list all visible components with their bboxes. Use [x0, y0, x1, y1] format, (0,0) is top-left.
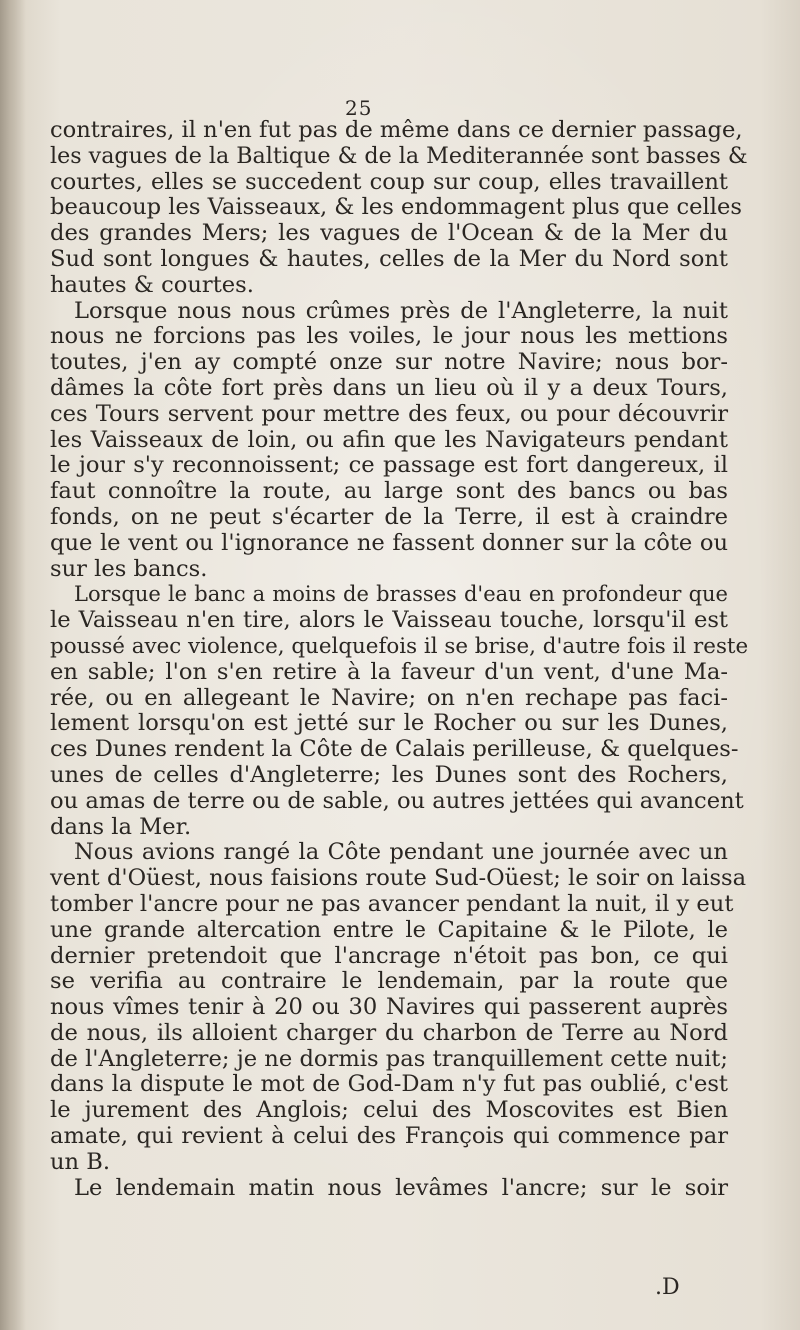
catchword: .D	[655, 1275, 680, 1300]
text-line: que le vent ou l'ignorance ne fassent donner sur la côte ou	[50, 529, 728, 556]
text-line: des grandes Mers; les vagues de l'Ocean & de la Mer du	[50, 220, 728, 247]
text-line: les Vaisseaux de loin, ou afin que les Navigateurs pendant	[50, 426, 728, 453]
text-line: Nous avions rangé la Côte pendant une journée avec un	[74, 839, 728, 866]
text-line: dans la dispute le mot de God-Dam n'y fut pas oublié, c'est	[50, 1071, 728, 1098]
text-line: amate, qui revient à celui des François qui commence par	[50, 1123, 728, 1150]
text-line: nous ne forcions pas les voiles, le jour nous les mettions	[50, 323, 728, 350]
text-line: courtes, elles se succedent coup sur coup, elles travaillent	[50, 168, 728, 195]
text-line: une grande altercation entre le Capitaine & le Pilote, le	[50, 916, 728, 943]
text-line: dans la Mer.	[50, 813, 192, 840]
body-text	[50, 117, 749, 1201]
text-line: Le lendemain matin nous levâmes l'ancre; sur le soir	[74, 1174, 728, 1201]
text-line: sur les bancs.	[50, 555, 208, 582]
text-line: Sud sont longues & hautes, celles de la Mer du Nord sont	[50, 245, 728, 272]
text-line: se verifia au contraire le lendemain, par la route que	[50, 968, 728, 995]
text-line: ces Dunes rendent la Côte de Calais perilleuse, & quelques-	[50, 736, 739, 763]
text-line: Lorsque le banc a moins de brasses d'eau en profondeur que	[74, 582, 728, 607]
text-line: toutes, j'en ay compté onze sur notre Navire; nous bor-	[50, 349, 728, 376]
text-line: poussé avec violence, quelquefois il se brise, d'autre fois il reste	[50, 633, 749, 659]
text-line: Lorsque nous nous crûmes près de l'Angleterre, la nuit	[74, 297, 728, 324]
text-line: les vagues de la Baltique & de la Mediterannée sont basses &	[50, 142, 748, 169]
text-line: en sable; l'on s'en retire à la faveur d'un vent, d'une Ma-	[50, 658, 728, 685]
text-line: dâmes la côte fort près dans un lieu où il y a deux Tours,	[50, 374, 728, 401]
page-number: 25	[345, 96, 373, 120]
text-line: vent d'Oüest, nous faisions route Sud-Oüest; le soir on laissa	[50, 865, 747, 892]
text-line: ces Tours servent pour mettre des feux, ou pour découvrir	[50, 400, 728, 427]
text-line: ou amas de terre ou de sable, ou autres jettées qui avancent	[50, 787, 744, 814]
text-line: le jour s'y reconnoissent; ce passage est fort dangereux, il	[50, 452, 728, 479]
text-line: rée, ou en allegeant le Navire; on n'en rechape pas faci-	[50, 684, 728, 711]
text-line: hautes & courtes.	[50, 271, 254, 298]
text-line: de nous, ils alloient charger du charbon de Terre au Nord	[50, 1019, 728, 1046]
binding-gutter	[0, 0, 26, 1330]
text-line: contraires, il n'en fut pas de même dans ce dernier passage,	[50, 117, 743, 143]
text-line: dernier pretendoit que l'ancrage n'étoit pas bon, ce qui	[50, 942, 728, 969]
text-line: fonds, on ne peut s'écarter de la Terre, il est à craindre	[50, 503, 728, 530]
text-line: unes de celles d'Angleterre; les Dunes sont des Rochers,	[50, 761, 728, 788]
text-line: de l'Angleterre; je ne dormis pas tranquillement cette nuit;	[50, 1045, 728, 1072]
text-line: tomber l'ancre pour ne pas avancer pendant la nuit, il y eut	[50, 890, 734, 917]
text-line: beaucoup les Vaisseaux, & les endommagent plus que celles	[50, 194, 742, 221]
text-line: le Vaisseau n'en tire, alors le Vaisseau touche, lorsqu'il est	[50, 607, 728, 634]
text-line: faut connoître la route, au large sont des bancs ou bas	[50, 478, 728, 505]
text-line: un B.	[50, 1148, 111, 1175]
text-line: lement lorsqu'on est jetté sur le Rocher ou sur les Dunes,	[50, 710, 728, 737]
text-line: nous vîmes tenir à 20 ou 30 Navires qui passerent auprès	[50, 994, 728, 1021]
text-line: le jurement des Anglois; celui des Moscovites est Bien	[50, 1097, 728, 1124]
